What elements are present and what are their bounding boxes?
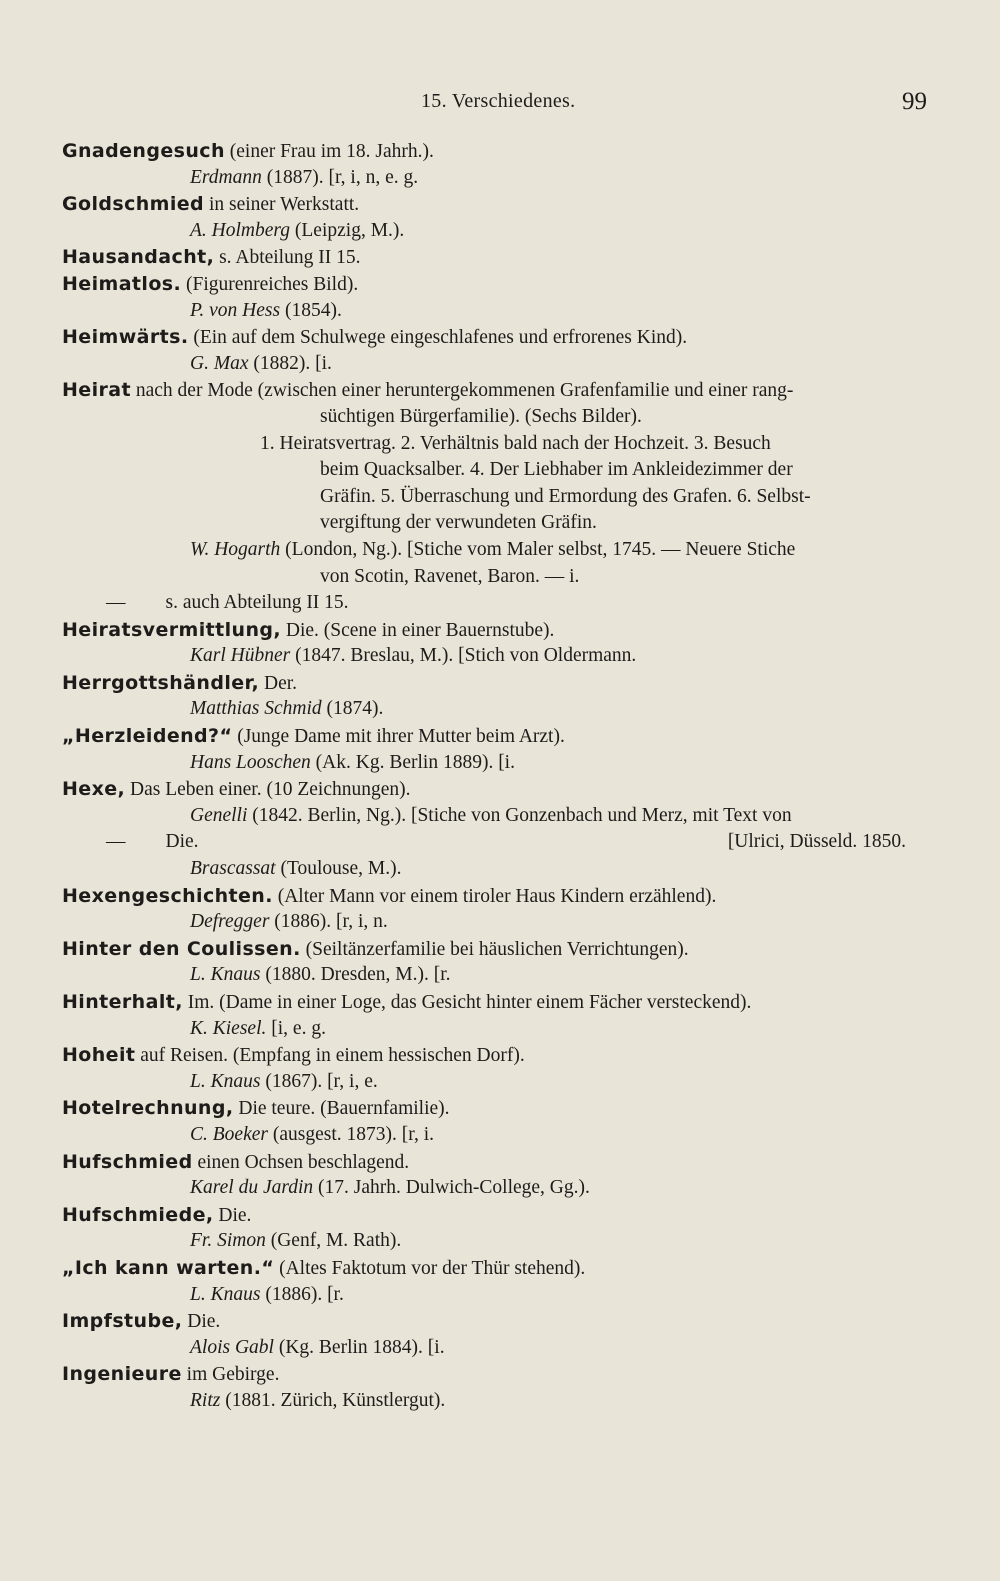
entry-hinterhalt — [62, 989, 942, 1042]
entry-description: im Gebirge. — [181, 1364, 280, 1386]
entry-heading: Gnadengesuch — [62, 140, 225, 162]
entry-heading: Hausandacht, — [62, 246, 215, 269]
picture-list: 1. Heiratsvertrag. 2. Verhältnis bald nach der Hochzeit. 3. Besuch — [260, 432, 771, 454]
entry-heading: Ingenieure — [62, 1363, 182, 1386]
entry-description: (Figurenreiches Bild). — [181, 273, 359, 295]
artist-name: C. Boeker — [190, 1123, 268, 1145]
artist-name: Matthias Schmid — [190, 698, 322, 720]
entry-heading: Hufschmiede, — [62, 1203, 214, 1226]
entry-heading: Hufschmied — [62, 1150, 193, 1173]
artist-name: L. Knaus — [190, 1283, 261, 1305]
entry-gnadengesuch — [62, 138, 942, 191]
artist-name: L. Knaus — [190, 964, 261, 986]
entry-heading: Heimwärts. — [62, 326, 189, 349]
entry-heading: „Herzleidend?“ — [62, 725, 233, 748]
entry-goldschmied — [62, 191, 942, 244]
artist-name: Fr. Simon — [190, 1230, 266, 1252]
entry-ingenieure — [62, 1361, 942, 1414]
artist-name: Genelli — [190, 804, 248, 826]
picture-list-continued: beim Quacksalber. 4. Der Liebhaber im Ankleidezimmer der — [320, 459, 793, 481]
entry-heading: Impfstube, — [62, 1310, 183, 1333]
artist-name: K. Kiesel. — [190, 1017, 267, 1039]
artwork-info: (Kg. Berlin 1884). [i. — [273, 1336, 445, 1358]
ditto-dash: — — [106, 592, 126, 614]
artist-name: Ritz — [190, 1389, 221, 1411]
artist-name: A. Holmberg — [190, 219, 291, 241]
entry-herzleidend — [62, 723, 942, 776]
entry-description: Im. (Dame in einer Loge, das Gesicht hinter einem Fächer versteckend). — [182, 992, 752, 1013]
entry-description: s. Abteilung II 15. — [214, 247, 361, 269]
entry-heirat — [62, 377, 942, 616]
artist-name: L. Knaus — [190, 1070, 261, 1092]
artwork-info: (Toulouse, M.). — [275, 858, 402, 880]
page-number: 99 — [902, 88, 927, 115]
artist-name: Erdmann — [190, 166, 262, 188]
cross-reference: s. auch Abteilung II 15. — [165, 592, 349, 614]
entry-heimwaerts — [62, 324, 942, 377]
artwork-info: (1842. Berlin, Ng.). [Stiche von Gonzenbach und Merz, mit Text von — [247, 804, 792, 826]
entry-description-continued: süchtigen Bürgerfamilie). (Sechs Bilder). — [320, 405, 642, 427]
artwork-info: (1882). [i. — [248, 352, 332, 374]
picture-list-continued: Gräfin. 5. Überraschung und Ermordung des Grafen. 6. Selbst- — [320, 485, 811, 507]
artist-name: Karl Hübner — [190, 645, 291, 667]
entry-heiratsvermittlung — [62, 617, 942, 670]
artist-name: Defregger — [190, 911, 270, 933]
entry-description: (Alter Mann vor einem tiroler Haus Kindern erzählend). — [272, 885, 717, 907]
artist-name: Brascassat — [190, 858, 276, 880]
entry-heading: Hexe, — [62, 778, 126, 801]
entry-hotelrechnung — [62, 1095, 942, 1148]
entry-description: (Junge Dame mit ihrer Mutter beim Arzt). — [232, 726, 565, 748]
entry-description: (Seiltänzerfamilie bei häuslichen Verrichtungen). — [300, 938, 689, 960]
entry-description: Die. (Scene in einer Bauernstube). — [280, 619, 555, 641]
artwork-info-continued: [Ulrici, Düsseld. 1850. — [727, 831, 906, 853]
entry-hexengeschichten — [62, 883, 942, 936]
running-title: 15. Verschiedenes. — [421, 90, 576, 112]
artwork-info: (1854). — [280, 299, 342, 321]
entry-description: einen Ochsen beschlagend. — [192, 1151, 410, 1173]
artwork-info: (1887). [r, i, n, e. g. — [261, 166, 419, 188]
entry-description: (Ein auf dem Schulwege eingeschlafenes und erfrorenes Kind). — [188, 327, 688, 349]
artwork-info: (Genf, M. Rath). — [265, 1230, 402, 1252]
ditto-dash: — — [106, 831, 126, 853]
artist-name: Karel du Jardin — [190, 1177, 314, 1199]
artwork-info: (Ak. Kg. Berlin 1889). [i. — [310, 751, 515, 773]
entry-description: auf Reisen. (Empfang in einem hessischen Dorf). — [135, 1045, 525, 1067]
artwork-info: (Leipzig, M.). — [290, 219, 405, 241]
entry-heading: Hinter den Coulissen. — [62, 937, 301, 960]
artwork-info: (1886). [r, i, n. — [269, 911, 388, 933]
entry-hufschmied — [62, 1149, 942, 1202]
entry-heading: Heirat — [62, 379, 131, 402]
index-entries — [62, 138, 942, 1415]
artwork-info: (1847. Breslau, M.). [Stich von Oldermann. — [290, 645, 637, 667]
entry-heading: Herrgottshändler, — [62, 671, 260, 694]
entry-hexe — [62, 776, 942, 882]
artwork-info-continued: von Scotin, Ravenet, Baron. — i. — [320, 565, 580, 587]
entry-hoheit — [62, 1042, 942, 1095]
entry-impfstube — [62, 1308, 942, 1361]
entry-description: (Altes Faktotum vor der Thür stehend). — [274, 1257, 586, 1279]
entry-description: in seiner Werkstatt. — [204, 194, 360, 216]
entry-heading: Hoheit — [62, 1044, 136, 1067]
entry-description: Die teure. (Bauernfamilie). — [233, 1098, 450, 1120]
entry-hausandacht — [62, 244, 942, 271]
artist-name: Hans Looschen — [190, 751, 311, 773]
artwork-info: (17. Jahrh. Dulwich-College, Gg.). — [313, 1177, 590, 1199]
artist-name: G. Max — [190, 352, 249, 374]
artwork-info: (ausgest. 1873). [r, i. — [267, 1123, 435, 1145]
artwork-info: (1867). [r, i, e. — [260, 1070, 378, 1092]
entry-heimatlos — [62, 271, 942, 324]
artist-name: W. Hogarth — [190, 538, 281, 560]
entry-description: Das Leben einer. (10 Zeichnungen). — [125, 779, 411, 801]
picture-list-continued: vergiftung der verwundeten Gräfin. — [320, 512, 597, 534]
artwork-info: [i, e. g. — [266, 1017, 326, 1039]
artwork-info: (1880. Dresden, M.). [r. — [260, 964, 451, 986]
entry-heading: Hexengeschichten. — [62, 884, 273, 907]
artwork-info: (London, Ng.). [Stiche vom Maler selbst, 1745. — Neuere Stiche — [280, 538, 796, 560]
entry-description: (einer Frau im 18. Jahrh.). — [224, 141, 434, 162]
entry-description: Die. — [182, 1311, 221, 1333]
entry-ich-kann-warten — [62, 1255, 942, 1308]
entry-heading: Hotelrechnung, — [62, 1097, 234, 1120]
entry-heading: Heimatlos. — [62, 272, 182, 295]
entry-description: Der. — [259, 672, 298, 694]
artist-name: P. von Hess — [190, 299, 281, 321]
artwork-info: (1881. Zürich, Künstlergut). — [220, 1389, 446, 1411]
entry-heading: Hinterhalt, — [62, 991, 183, 1013]
entry-hufschmiede — [62, 1202, 942, 1255]
entry-heading: Goldschmied — [62, 193, 205, 216]
artist-name: Alois Gabl — [190, 1336, 274, 1358]
entry-description: Die. — [213, 1204, 252, 1226]
entry-hinter-den-coulissen — [62, 936, 942, 989]
artwork-info: (1874). — [321, 698, 384, 720]
sub-entry: Die. — [165, 831, 199, 853]
page-header — [0, 90, 1000, 120]
entry-heading: Heiratsvermittlung, — [62, 618, 281, 641]
artwork-info: (1886). [r. — [260, 1283, 344, 1305]
entry-heading: „Ich kann warten.“ — [62, 1256, 275, 1279]
entry-herrgottshaendler — [62, 670, 942, 723]
entry-description: nach der Mode (zwischen einer heruntergekommenen Grafenfamilie und einer rang- — [130, 380, 794, 402]
